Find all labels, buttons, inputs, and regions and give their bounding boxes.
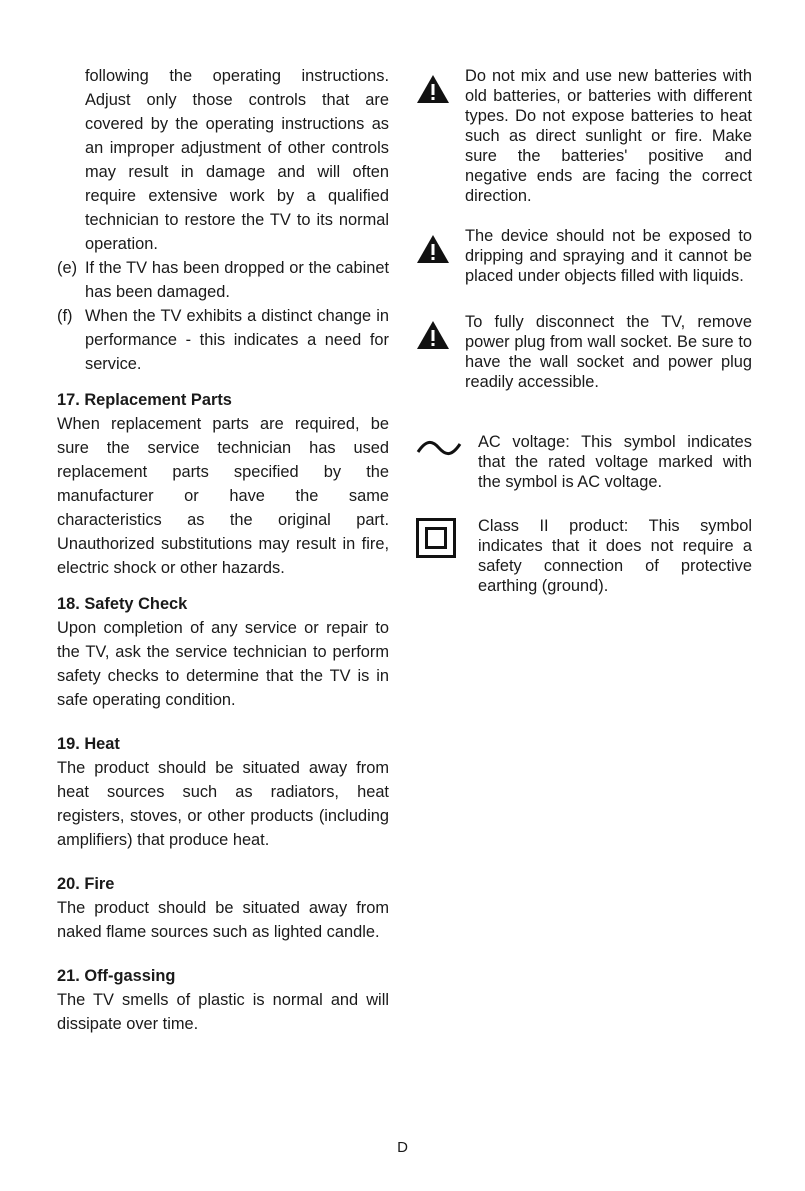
section-body-safety-check: Upon completion of any service or repair to the TV, ask the service technician to perform safety checks to determine that the TV is in safe operating condition. <box>57 619 389 709</box>
notice-battery-warning <box>412 66 752 206</box>
warning-triangle-icon <box>416 320 450 355</box>
page-label: D <box>397 1139 408 1156</box>
section-title-fire: 20. Fire <box>57 875 115 893</box>
warning-triangle-icon <box>416 74 450 109</box>
intro-text: following the operating instructions. Adjust only those controls that are covered by the operating instructions as an improper adjustment of other controls may result in damage and will often require extensive work by a qualified technician to restore the TV to its normal operation. <box>85 67 389 253</box>
notice-ac-voltage <box>412 432 752 492</box>
section-title-heat: 19. Heat <box>57 735 120 753</box>
notice-disconnect-warning <box>412 312 752 392</box>
section-title-safety-check: 18. Safety Check <box>57 595 188 613</box>
notice-text: Do not mix and use new batteries with old batteries, or batteries with different types. Do not expose batteries to heat such as direct sunlight or fire. Make sure the batteries' positive and negative ends are facing the correct direction. <box>465 67 752 205</box>
list-marker: (e) <box>57 259 78 277</box>
notice-liquid-warning <box>412 226 752 286</box>
class-ii-icon <box>416 518 456 563</box>
section-body-fire: The product should be situated away from naked flame sources such as lighted candle. <box>57 899 389 941</box>
section-body-off-gassing: The TV smells of plastic is normal and will dissipate over time. <box>57 991 389 1033</box>
notice-text: Class II product: This symbol indicates that it does not require a safety connection of protective earthing (ground). <box>478 517 752 595</box>
notice-text: AC voltage: This symbol indicates that the rated voltage marked with the symbol is AC voltage. <box>478 433 752 491</box>
section-body-replacement-parts: When replacement parts are required, be sure the service technician has used replacement parts specified by the manufacturer or have the same characteristics as the original part. Unauthorized substitutions may result in fire, electric shock or other hazards. <box>57 415 389 577</box>
notice-text: The device should not be exposed to dripping and spraying and it cannot be placed under objects filled with liquids. <box>465 227 752 285</box>
right-column <box>412 66 752 596</box>
notice-text: To fully disconnect the TV, remove power plug from wall socket. Be sure to have the wall socket and power plug readily accessible. <box>465 313 752 391</box>
left-column <box>57 64 389 1036</box>
section-title-off-gassing: 21. Off-gassing <box>57 967 176 985</box>
section-body-heat: The product should be situated away from heat sources such as radiators, heat registers, stoves, or other products (including amplifiers) that produce heat. <box>57 759 389 849</box>
notice-class-ii <box>412 516 752 596</box>
ac-voltage-icon <box>416 439 462 462</box>
list-item-e <box>57 256 389 304</box>
list-item-text: When the TV exhibits a distinct change in performance - this indicates a need for service. <box>85 307 389 373</box>
section-title-replacement-parts: 17. Replacement Parts <box>57 391 232 409</box>
list-marker: (f) <box>57 307 73 325</box>
list-item-text: If the TV has been dropped or the cabinet has been damaged. <box>85 259 389 301</box>
warning-triangle-icon <box>416 234 450 269</box>
list-item-f <box>57 304 389 376</box>
